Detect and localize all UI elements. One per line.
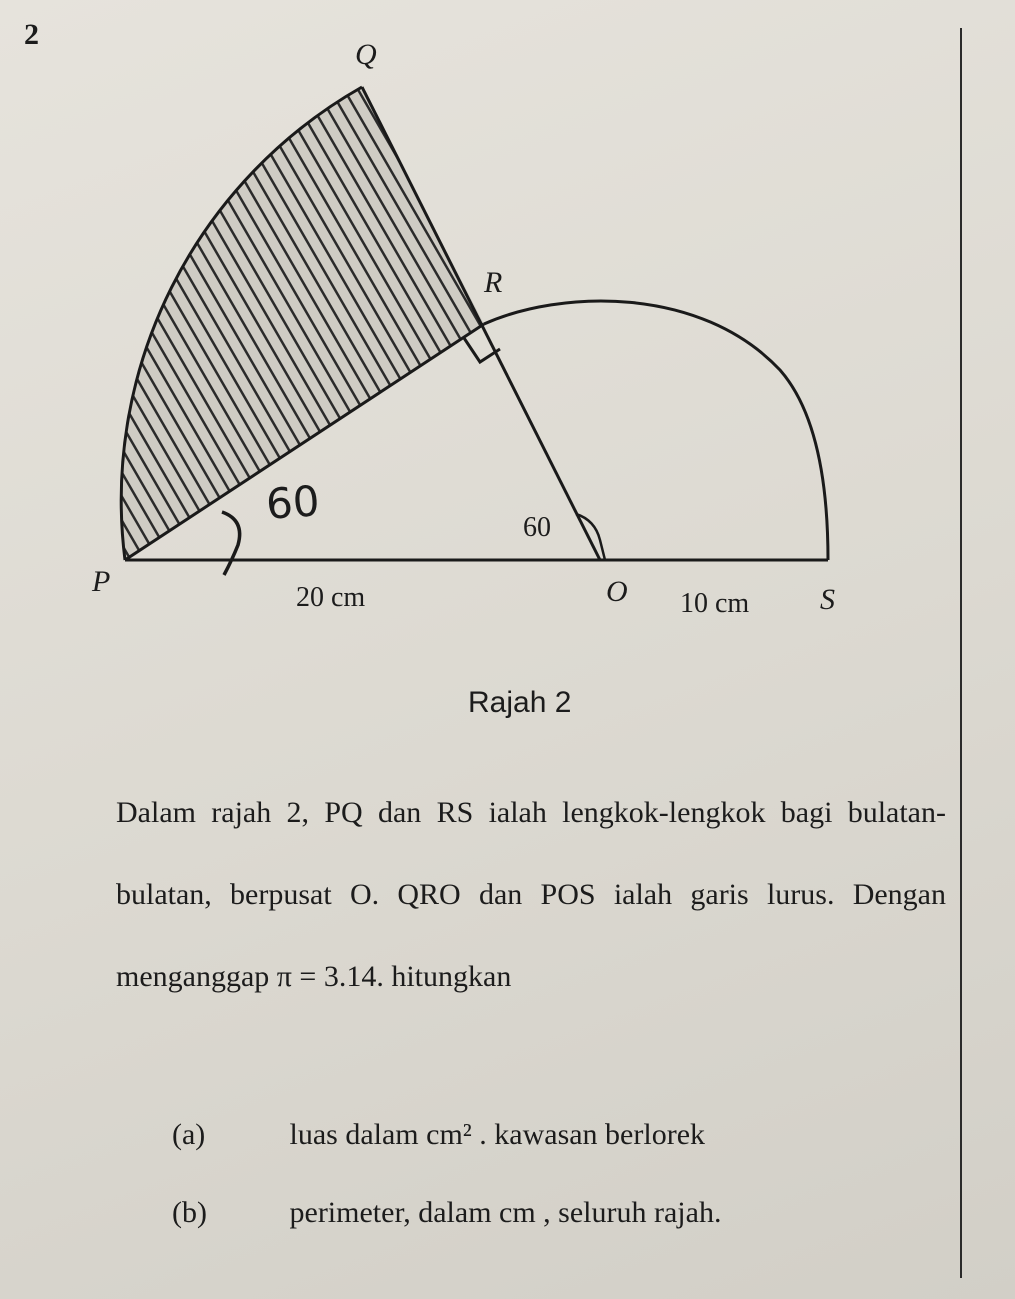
part-b xyxy=(172,1196,721,1230)
part-b-mark: (b) xyxy=(172,1196,207,1229)
figure-caption: Rajah 2 xyxy=(468,686,572,719)
part-a xyxy=(172,1118,705,1152)
label-R: R xyxy=(484,266,503,299)
part-a-text: luas dalam cm² . kawasan berlorek xyxy=(289,1118,706,1151)
part-a-mark: (a) xyxy=(172,1118,206,1151)
label-O: O xyxy=(606,575,628,608)
label-Q: Q xyxy=(355,38,377,71)
angle-P-handwritten: 60 xyxy=(264,476,322,529)
length-OS: 10 cm xyxy=(680,588,750,619)
angle-O-value: 60 xyxy=(523,512,551,543)
question-paragraph: Dalam rajah 2, PQ dan RS ialah lengkok-lengkok bagi bulatan-bulatan, berpusat O. QRO dan POS ialah garis lurus. Dengan menganggap π = 3.14. hitungkan xyxy=(116,796,946,993)
angle-arc-P xyxy=(222,512,240,575)
label-S: S xyxy=(820,583,835,616)
question-number: 2 xyxy=(24,18,39,51)
part-b-text: perimeter, dalam cm , seluruh rajah. xyxy=(289,1196,722,1229)
length-PO: 20 cm xyxy=(296,582,366,613)
label-P: P xyxy=(92,565,111,598)
